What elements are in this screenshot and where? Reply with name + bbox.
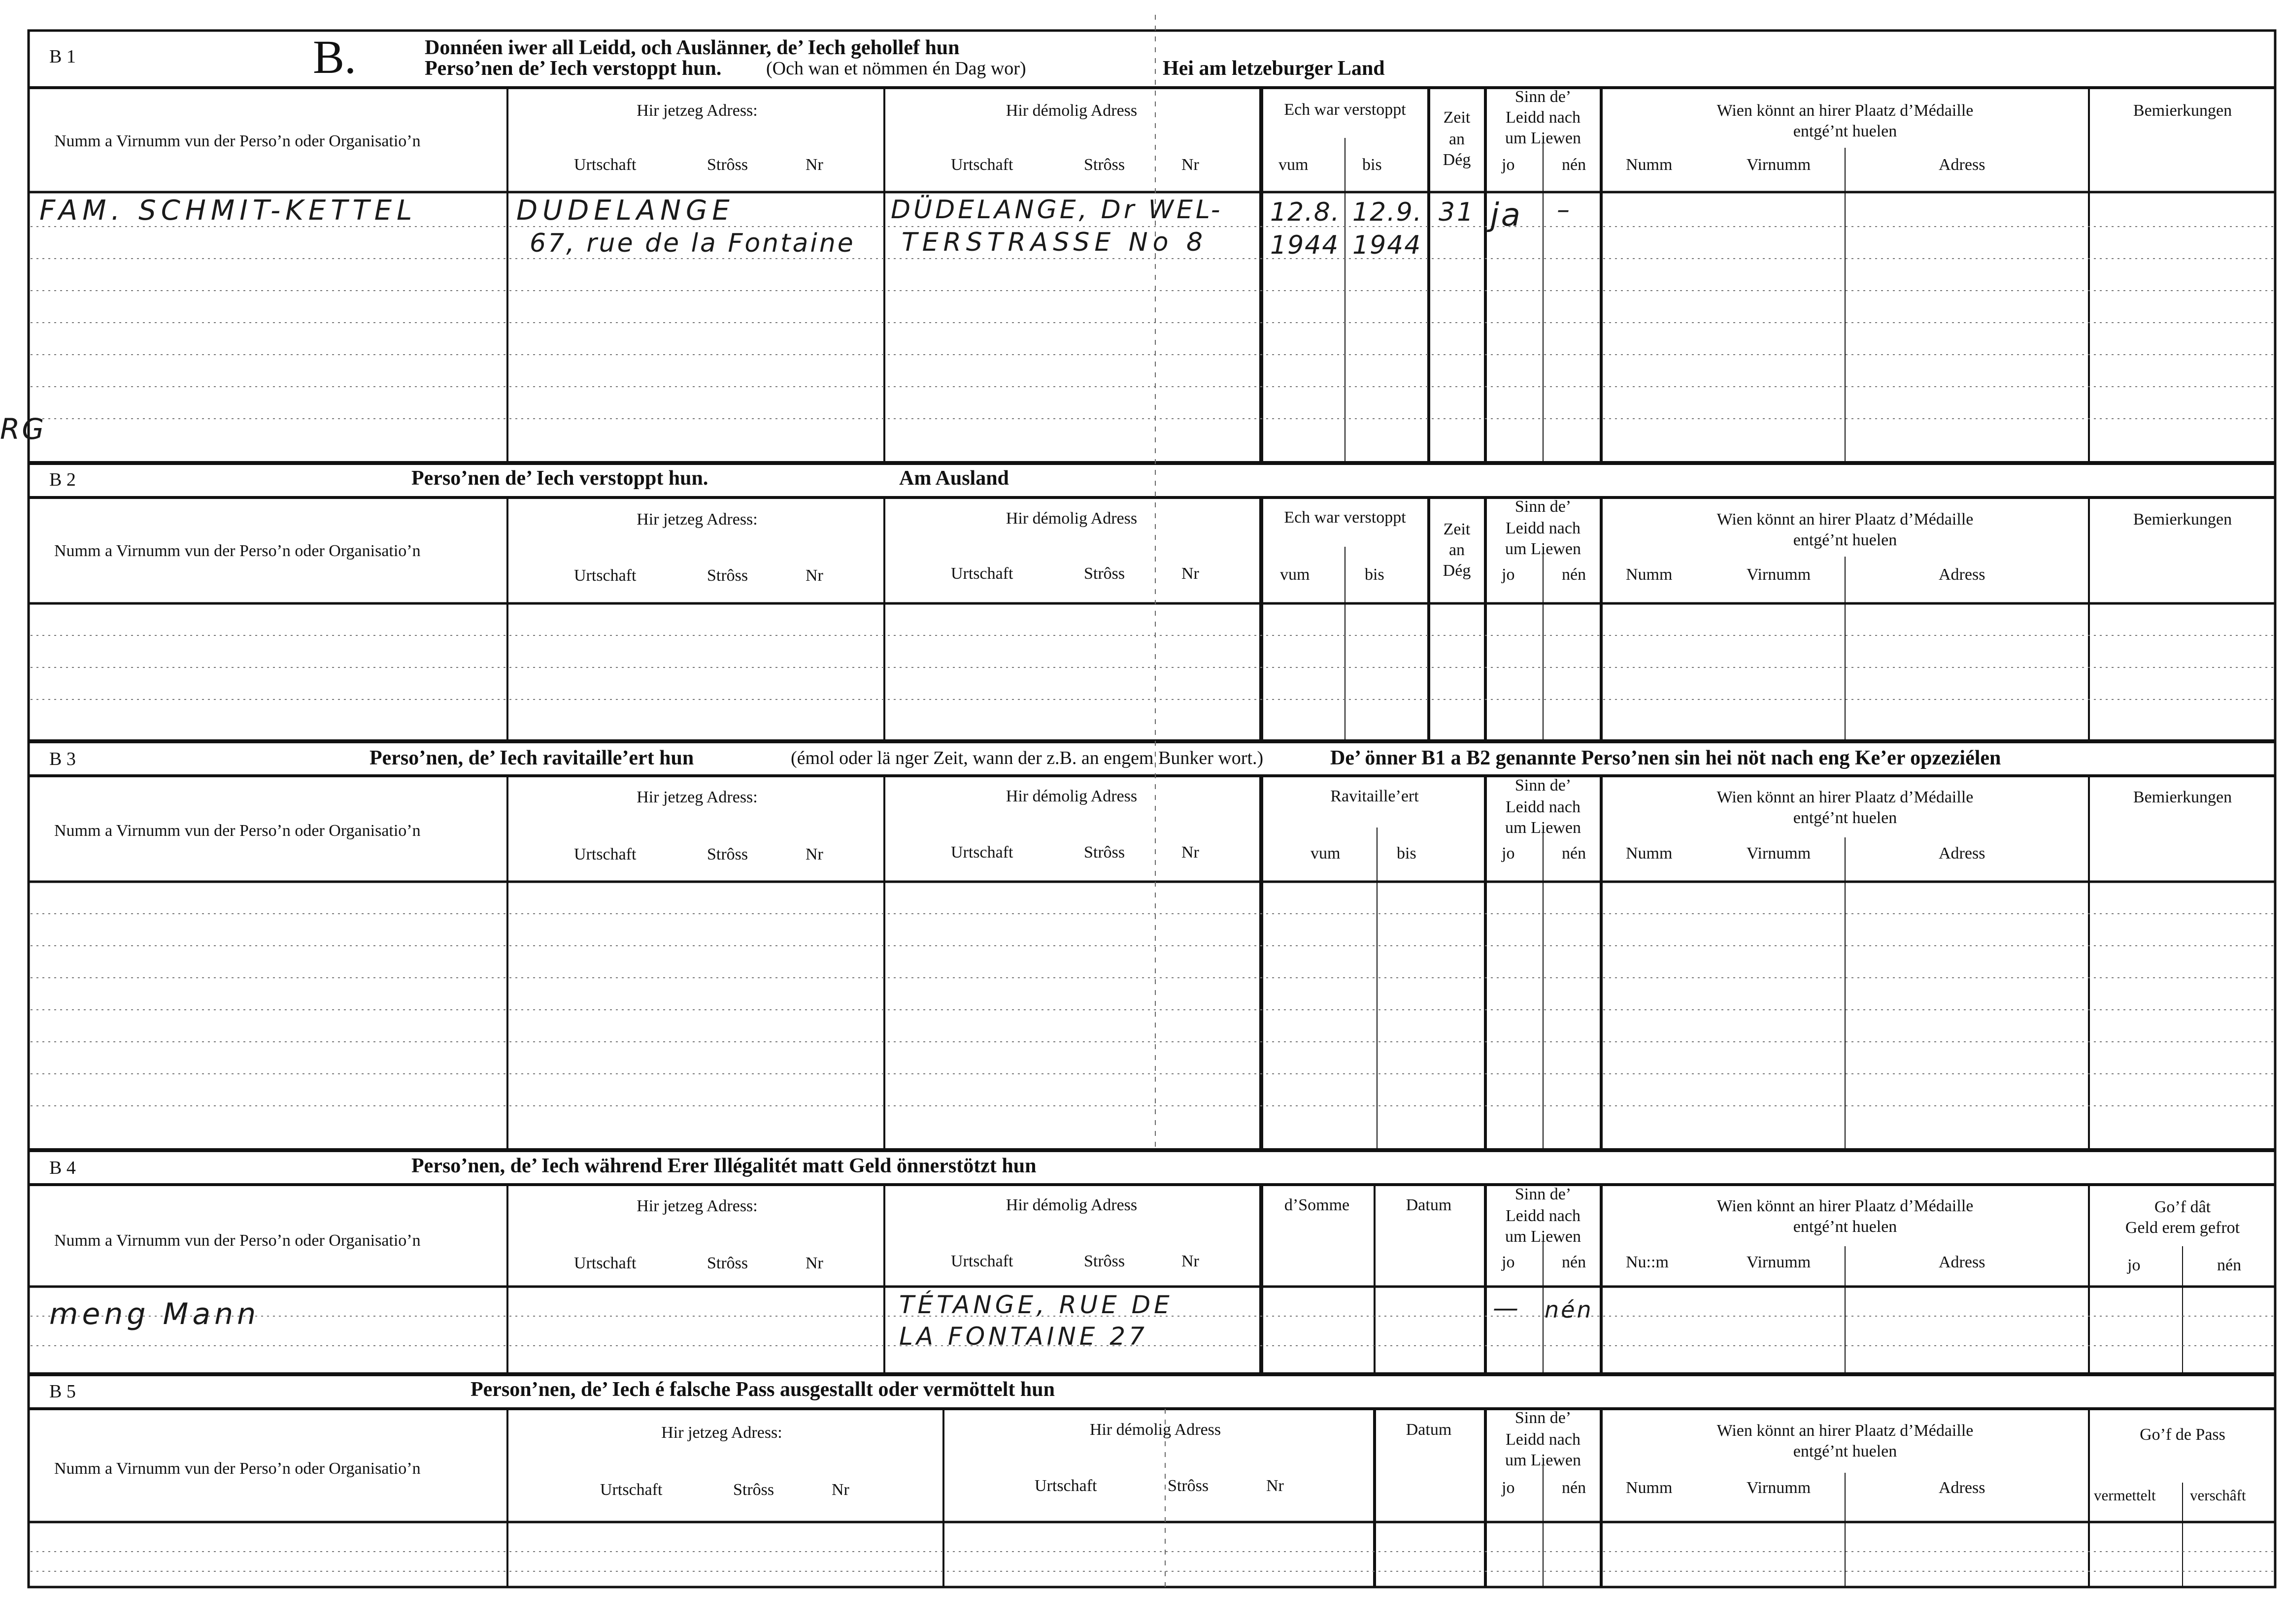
b1-alive-header-3: um Liewen bbox=[1505, 129, 1581, 147]
b4-address-header: Adress bbox=[1939, 1253, 1985, 1271]
section-b3-extra: De’ önner B1 a B2 genannte Perso’nen sin hei nöt nach eng Ke’er opzeziélen bbox=[1330, 747, 2001, 769]
section-b1-code: B 1 bbox=[49, 46, 76, 67]
b2-from-header: vum bbox=[1280, 565, 1310, 584]
b3-address-header: Adress bbox=[1939, 844, 1985, 862]
b2-surname-header: Numm bbox=[1626, 565, 1673, 584]
b1-town-header: Urtschaft bbox=[574, 156, 637, 174]
b1-former-town-header: Urtschaft bbox=[951, 156, 1013, 174]
b5-procured-header: verschâft bbox=[2190, 1487, 2246, 1504]
b4-alive-header-3: um Liewen bbox=[1505, 1227, 1581, 1246]
b1-entry-former-1: DÜDELANGE, Dr WEL- bbox=[891, 195, 1223, 225]
b2-hidden-header: Ech war verstoppt bbox=[1284, 508, 1406, 527]
b4-alive-header-1: Sinn de’ bbox=[1514, 1185, 1572, 1203]
b1-address-header: Adress bbox=[1939, 156, 1985, 174]
b5-name-col-header: Numm a Virnumm vun der Perso’n oder Organisatio’n bbox=[54, 1459, 421, 1478]
b2-days-header-1: Zeit bbox=[1443, 520, 1471, 538]
b1-entry-current-town: DUDELANGE bbox=[516, 195, 735, 227]
b3-alive-header-3: um Liewen bbox=[1505, 819, 1581, 837]
b2-no-header: nén bbox=[1562, 565, 1586, 584]
b2-address-header: Adress bbox=[1939, 565, 1985, 584]
b4-entry-name: meng Mann bbox=[49, 1297, 260, 1331]
b5-town-header: Urtschaft bbox=[600, 1481, 663, 1499]
b4-current-address-header: Hir jetzeg Adress: bbox=[637, 1197, 758, 1215]
b2-to-header: bis bbox=[1365, 565, 1384, 584]
b2-alive-header-3: um Liewen bbox=[1505, 540, 1581, 558]
b2-alive-header-1: Sinn de’ bbox=[1514, 497, 1572, 516]
b1-hidden-header: Ech war verstoppt bbox=[1284, 100, 1406, 119]
b4-gave-money-header-1: Go’f dât bbox=[2154, 1198, 2211, 1216]
b4-street-header: Strôss bbox=[707, 1254, 748, 1272]
b3-no-header: nén bbox=[1562, 844, 1586, 862]
b4-former-address-header: Hir démolig Adress bbox=[1006, 1196, 1138, 1214]
b1-entry-name: FAM. SCHMIT-KETTEL bbox=[39, 195, 417, 227]
b4-former-number-header: Nr bbox=[1181, 1252, 1199, 1270]
section-b4-code: B 4 bbox=[49, 1158, 76, 1178]
b4-alive-header-2: Leidd nach bbox=[1506, 1207, 1580, 1225]
b2-former-street-header: Strôss bbox=[1084, 564, 1125, 583]
b1-entry-alive-no: – bbox=[1557, 195, 1572, 225]
b4-former-town-header: Urtschaft bbox=[951, 1252, 1013, 1270]
b2-remarks-header: Bemierkungen bbox=[2133, 510, 2232, 529]
b4-entry-alive-no: nén bbox=[1545, 1296, 1593, 1323]
b2-days-header-2: an bbox=[1448, 541, 1465, 559]
b1-no-header: nén bbox=[1562, 156, 1586, 174]
b1-entry-to-1: 12.9. bbox=[1352, 198, 1423, 227]
section-b3-title: Perso’nen, de’ Iech ravitaille’ert hun bbox=[370, 747, 694, 769]
b2-yes-header: jo bbox=[1502, 565, 1515, 584]
b5-former-number-header: Nr bbox=[1266, 1477, 1284, 1495]
section-b5-code: B 5 bbox=[49, 1381, 76, 1402]
b3-supplied-header: Ravitaille’ert bbox=[1330, 787, 1419, 805]
b3-former-address-header: Hir démolig Adress bbox=[1006, 787, 1138, 805]
b4-town-header: Urtschaft bbox=[574, 1254, 637, 1272]
b4-surname-header: Nu::m bbox=[1626, 1253, 1669, 1271]
b1-entry-from-2: 1944 bbox=[1270, 231, 1340, 260]
b1-entry-current-street: 67, rue de la Fontaine bbox=[530, 229, 855, 258]
b5-alive-header-3: um Liewen bbox=[1505, 1451, 1581, 1469]
b4-gave-yes-header: jo bbox=[2127, 1256, 2141, 1274]
b2-medal-header-2: entgé’nt huelen bbox=[1793, 531, 1897, 549]
b3-street-header: Strôss bbox=[707, 845, 748, 863]
b2-former-town-header: Urtschaft bbox=[951, 564, 1013, 583]
b1-alive-header-2: Leidd nach bbox=[1506, 108, 1580, 127]
margin-mark: RG bbox=[0, 412, 46, 446]
b1-former-address-header: Hir démolig Adress bbox=[1006, 101, 1138, 120]
b3-firstname-header: Virnumm bbox=[1747, 844, 1811, 862]
b1-entry-days: 31 bbox=[1439, 198, 1476, 227]
b1-number-header: Nr bbox=[806, 156, 823, 174]
b4-no-header: nén bbox=[1562, 1253, 1586, 1271]
b1-name-col-header: Numm a Virnumm vun der Perso’n oder Organisatio’n bbox=[54, 132, 421, 150]
b2-alive-header-2: Leidd nach bbox=[1506, 519, 1580, 537]
b2-days-header-3: Dég bbox=[1443, 562, 1471, 580]
b5-surname-header: Numm bbox=[1626, 1479, 1673, 1497]
b1-surname-header: Numm bbox=[1626, 156, 1673, 174]
b4-entry-former-1: TÉTANGE, RUE DE bbox=[899, 1291, 1173, 1319]
b2-name-col-header: Numm a Virnumm vun der Perso’n oder Organisatio’n bbox=[54, 542, 421, 560]
b1-yes-header: jo bbox=[1502, 156, 1515, 174]
b1-street-header: Strôss bbox=[707, 156, 748, 174]
b4-former-street-header: Strôss bbox=[1084, 1252, 1125, 1270]
b4-date-header: Datum bbox=[1406, 1196, 1452, 1214]
b2-town-header: Urtschaft bbox=[574, 566, 637, 585]
section-b1-title: Donnéen iwer all Leidd, och Auslänner, de’ Iech gehollef hun bbox=[425, 36, 960, 59]
b3-remarks-header: Bemierkungen bbox=[2133, 788, 2232, 806]
b4-entry-former-2: LA FONTAINE 27 bbox=[899, 1322, 1148, 1351]
b5-no-header: nén bbox=[1562, 1479, 1586, 1497]
b4-medal-header-1: Wien könnt an hirer Plaatz d’Médaille bbox=[1716, 1197, 1974, 1215]
b4-name-col-header: Numm a Virnumm vun der Perso’n oder Organisatio’n bbox=[54, 1231, 421, 1250]
b1-days-header-1: Zeit bbox=[1443, 108, 1471, 127]
b5-former-street-header: Strôss bbox=[1168, 1477, 1209, 1495]
b3-former-number-header: Nr bbox=[1181, 843, 1199, 862]
b3-name-col-header: Numm a Virnumm vun der Perso’n oder Organisatio’n bbox=[54, 822, 421, 840]
section-b1-region: Hei am letzeburger Land bbox=[1163, 57, 1385, 80]
section-b2-title: Perso’nen de’ Iech verstoppt hun. bbox=[411, 467, 708, 490]
b2-former-number-header: Nr bbox=[1181, 564, 1199, 583]
b3-alive-header-2: Leidd nach bbox=[1506, 798, 1580, 816]
b1-entry-former-2: TERSTRASSE No 8 bbox=[902, 228, 1208, 257]
b3-former-town-header: Urtschaft bbox=[951, 843, 1013, 862]
b1-entry-to-2: 1944 bbox=[1352, 231, 1422, 260]
b5-yes-header: jo bbox=[1502, 1479, 1515, 1497]
b5-firstname-header: Virnumm bbox=[1747, 1479, 1811, 1497]
b4-sum-header: d’Somme bbox=[1284, 1196, 1350, 1214]
b5-alive-header-1: Sinn de’ bbox=[1514, 1409, 1572, 1427]
b4-gave-money-header-2: Geld erem gefrot bbox=[2125, 1219, 2240, 1237]
b1-firstname-header: Virnumm bbox=[1747, 156, 1811, 174]
section-b3-code: B 3 bbox=[49, 749, 76, 769]
section-b1-subtitle: Perso’nen de’ Iech verstoppt hun. bbox=[425, 57, 722, 80]
b4-medal-header-2: entgé’nt huelen bbox=[1793, 1218, 1897, 1236]
b2-medal-header-1: Wien könnt an hirer Plaatz d’Médaille bbox=[1716, 510, 1974, 529]
b3-to-header: bis bbox=[1397, 844, 1416, 862]
b5-address-header: Adress bbox=[1939, 1479, 1985, 1497]
section-b5-title: Person’nen, de’ Iech é falsche Pass ausgestallt oder vermöttelt hun bbox=[471, 1378, 1055, 1401]
b1-former-street-header: Strôss bbox=[1084, 156, 1125, 174]
b1-to-header: bis bbox=[1362, 156, 1382, 174]
b2-street-header: Strôss bbox=[707, 566, 748, 585]
b1-former-number-header: Nr bbox=[1181, 156, 1199, 174]
b1-medal-header-1: Wien könnt an hirer Plaatz d’Médaille bbox=[1716, 101, 1974, 120]
b1-days-header-3: Dég bbox=[1443, 151, 1471, 169]
section-b1-note: (Och wan et nömmen én Dag wor) bbox=[766, 58, 1026, 79]
b5-gave-pass-header: Go’f de Pass bbox=[2140, 1425, 2225, 1444]
b4-firstname-header: Virnumm bbox=[1747, 1253, 1811, 1271]
b5-street-header: Strôss bbox=[733, 1481, 774, 1499]
b1-from-header: vum bbox=[1278, 156, 1309, 174]
b3-number-header: Nr bbox=[806, 845, 823, 863]
section-b4-title: Perso’nen, de’ Iech während Erer Illégalitét matt Geld önnerstötzt hun bbox=[411, 1155, 1037, 1177]
b2-firstname-header: Virnumm bbox=[1747, 565, 1811, 584]
b3-yes-header: jo bbox=[1502, 844, 1515, 862]
b5-number-header: Nr bbox=[832, 1481, 849, 1499]
section-b-letter: B. bbox=[313, 31, 357, 83]
b1-current-address-header: Hir jetzeg Adress: bbox=[637, 101, 758, 120]
b5-mediated-header: vermettelt bbox=[2094, 1487, 2156, 1504]
section-b2-code: B 2 bbox=[49, 469, 76, 490]
b3-medal-header-1: Wien könnt an hirer Plaatz d’Médaille bbox=[1716, 788, 1974, 806]
b2-current-address-header: Hir jetzeg Adress: bbox=[637, 510, 758, 529]
b5-alive-header-2: Leidd nach bbox=[1506, 1430, 1580, 1449]
b4-entry-alive-yes: — bbox=[1493, 1293, 1520, 1323]
b3-former-street-header: Strôss bbox=[1084, 843, 1125, 862]
b5-former-address-header: Hir démolig Adress bbox=[1089, 1421, 1221, 1439]
b4-yes-header: jo bbox=[1502, 1253, 1515, 1271]
b5-current-address-header: Hir jetzeg Adress: bbox=[661, 1424, 782, 1442]
b3-from-header: vum bbox=[1311, 844, 1341, 862]
b3-surname-header: Numm bbox=[1626, 844, 1673, 862]
b5-date-header: Datum bbox=[1406, 1421, 1452, 1439]
b4-gave-no-header: nén bbox=[2217, 1256, 2242, 1274]
b2-number-header: Nr bbox=[806, 566, 823, 585]
section-b3-note: (émol oder lä nger Zeit, wann der z.B. an engem Bunker wort.) bbox=[791, 748, 1264, 768]
b5-former-town-header: Urtschaft bbox=[1035, 1477, 1097, 1495]
b3-current-address-header: Hir jetzeg Adress: bbox=[637, 788, 758, 806]
b1-medal-header-2: entgé’nt huelen bbox=[1793, 122, 1897, 140]
b1-days-header-2: an bbox=[1448, 130, 1465, 148]
b1-alive-header-1: Sinn de’ bbox=[1514, 88, 1572, 106]
b3-medal-header-2: entgé’nt huelen bbox=[1793, 809, 1897, 827]
section-b2-region: Am Ausland bbox=[899, 467, 1009, 490]
b4-number-header: Nr bbox=[806, 1254, 823, 1272]
b3-town-header: Urtschaft bbox=[574, 845, 637, 863]
b5-medal-header-2: entgé’nt huelen bbox=[1793, 1442, 1897, 1460]
b1-entry-from-1: 12.8. bbox=[1270, 198, 1341, 227]
b3-alive-header-1: Sinn de’ bbox=[1514, 776, 1572, 795]
b1-entry-alive-yes: ja bbox=[1490, 197, 1522, 233]
b5-medal-header-1: Wien könnt an hirer Plaatz d’Médaille bbox=[1716, 1422, 1974, 1440]
b2-former-address-header: Hir démolig Adress bbox=[1006, 509, 1138, 528]
b1-remarks-header: Bemierkungen bbox=[2133, 101, 2232, 120]
